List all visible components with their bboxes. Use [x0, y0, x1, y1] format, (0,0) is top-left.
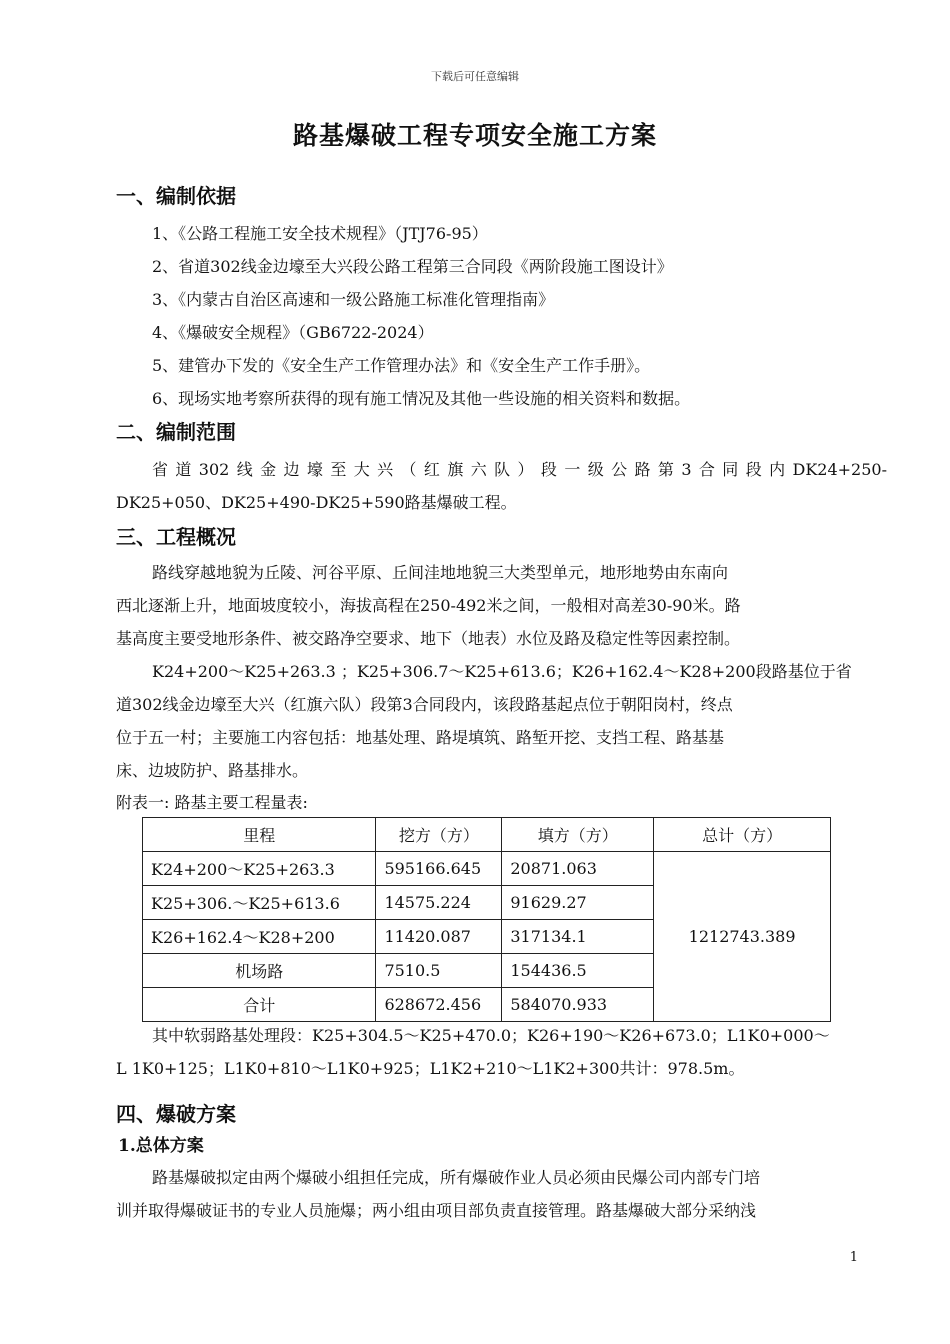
page-number: 1 — [849, 1250, 858, 1265]
cell-excavation: 595166.645 — [376, 852, 502, 886]
cell-excavation: 14575.224 — [376, 886, 502, 920]
section-heading-overview: 三、工程概况 — [116, 525, 236, 549]
cell-fill: 154436.5 — [502, 954, 654, 988]
basis-item-5: 5、建管办下发的《安全生产工作管理办法》和《安全生产工作手册》。 — [152, 356, 651, 375]
section-heading-scope: 二、编制范围 — [116, 420, 236, 444]
document-title: 路基爆破工程专项安全施工方案 — [292, 121, 657, 150]
cell-grand-total: 1212743.389 — [654, 852, 831, 1022]
cell-fill: 584070.933 — [502, 988, 654, 1022]
header-excavation: 挖方（方） — [376, 818, 502, 852]
blasting-line-1: 路基爆破拟定由两个爆破小组担任完成，所有爆破作业人员必须由民爆公司内部专门培 — [152, 1168, 761, 1187]
cell-excavation: 7510.5 — [376, 954, 502, 988]
overview-para2-line2: 道302线金边壕至大兴（红旗六队）段第3合同段内，该段路基起点位于朝阳岗村，终点 — [116, 695, 733, 714]
cell-fill: 317134.1 — [502, 920, 654, 954]
header-mileage: 里程 — [143, 818, 376, 852]
blasting-line-2: 训并取得爆破证书的专业人员施爆；两小组由项目部负责直接管理。路基爆破大部分采纳浅 — [116, 1201, 757, 1220]
cell-excavation: 11420.087 — [376, 920, 502, 954]
overview-para2-line4: 床、边坡防护、路基排水。 — [116, 761, 309, 780]
soft-foundation-line-1: 其中软弱路基处理段：K25+304.5～K25+470.0；K26+190～K26+673.0；L1K0+000～ — [152, 1026, 830, 1045]
cell-fill: 20871.063 — [502, 852, 654, 886]
page-header: 下载后可任意编辑 — [431, 70, 519, 83]
overview-para2-line1: K24+200～K25+263.3 ；K25+306.7～K25+613.6；K26+162.4～K28+200段路基位于省 — [152, 662, 852, 681]
overview-para1-line1: 路线穿越地貌为丘陵、河谷平原、丘间洼地地貌三大类型单元，地形地势由东南向 — [152, 563, 729, 582]
overview-para2-line3: 位于五一村；主要施工内容包括：地基处理、路堤填筑、路堑开挖、支挡工程、路基基 — [116, 728, 725, 747]
subsection-heading-overall: 1.总体方案 — [118, 1136, 204, 1156]
scope-line-2: DK25+050、DK25+490-DK25+590路基爆破工程。 — [116, 493, 517, 512]
cell-mileage: 合计 — [143, 988, 376, 1022]
table-header-row — [143, 818, 831, 852]
table-caption: 附表一: 路基主要工程量表: — [116, 793, 308, 812]
table-row — [143, 852, 831, 886]
basis-item-3: 3、《内蒙古自治区高速和一级公路施工标准化管理指南》 — [152, 290, 555, 309]
cell-excavation: 628672.456 — [376, 988, 502, 1022]
cell-mileage: K26+162.4～K28+200 — [143, 920, 376, 954]
cell-fill: 91629.27 — [502, 886, 654, 920]
overview-para1-line2: 西北逐渐上升，地面坡度较小，海拔高程在250-492米之间，一般相对高差30-90米。路 — [116, 596, 741, 615]
basis-item-4: 4、《爆破安全规程》（GB6722-2024） — [152, 323, 434, 342]
basis-item-2: 2、省道302线金边壕至大兴段公路工程第三合同段《两阶段施工图设计》 — [152, 257, 673, 276]
soft-foundation-line-2: L 1K0+125；L1K0+810～L1K0+925；L1K2+210～L1K2+300共计：978.5m。 — [116, 1059, 745, 1078]
header-total: 总计（方） — [654, 818, 831, 852]
scope-line-1: 省道302线金边壕至大兴（红旗六队）段一级公路第3合同段内DK24+250- — [152, 460, 887, 479]
basis-item-1: 1、《公路工程施工安全技术规程》（JTJ76-95） — [152, 224, 488, 243]
header-fill: 填方（方） — [502, 818, 654, 852]
cell-mileage: K25+306.～K25+613.6 — [143, 886, 376, 920]
overview-para1-line3: 基高度主要受地形条件、被交路净空要求、地下（地表）水位及路及稳定性等因素控制。 — [116, 629, 741, 648]
section-heading-blasting: 四、爆破方案 — [116, 1102, 236, 1126]
cell-mileage: K24+200～K25+263.3 — [143, 852, 376, 886]
cell-mileage: 机场路 — [143, 954, 376, 988]
section-heading-basis: 一、编制依据 — [116, 184, 236, 208]
quantity-table — [142, 817, 831, 1022]
basis-item-6: 6、现场实地考察所获得的现有施工情况及其他一些设施的相关资料和数据。 — [152, 389, 691, 408]
